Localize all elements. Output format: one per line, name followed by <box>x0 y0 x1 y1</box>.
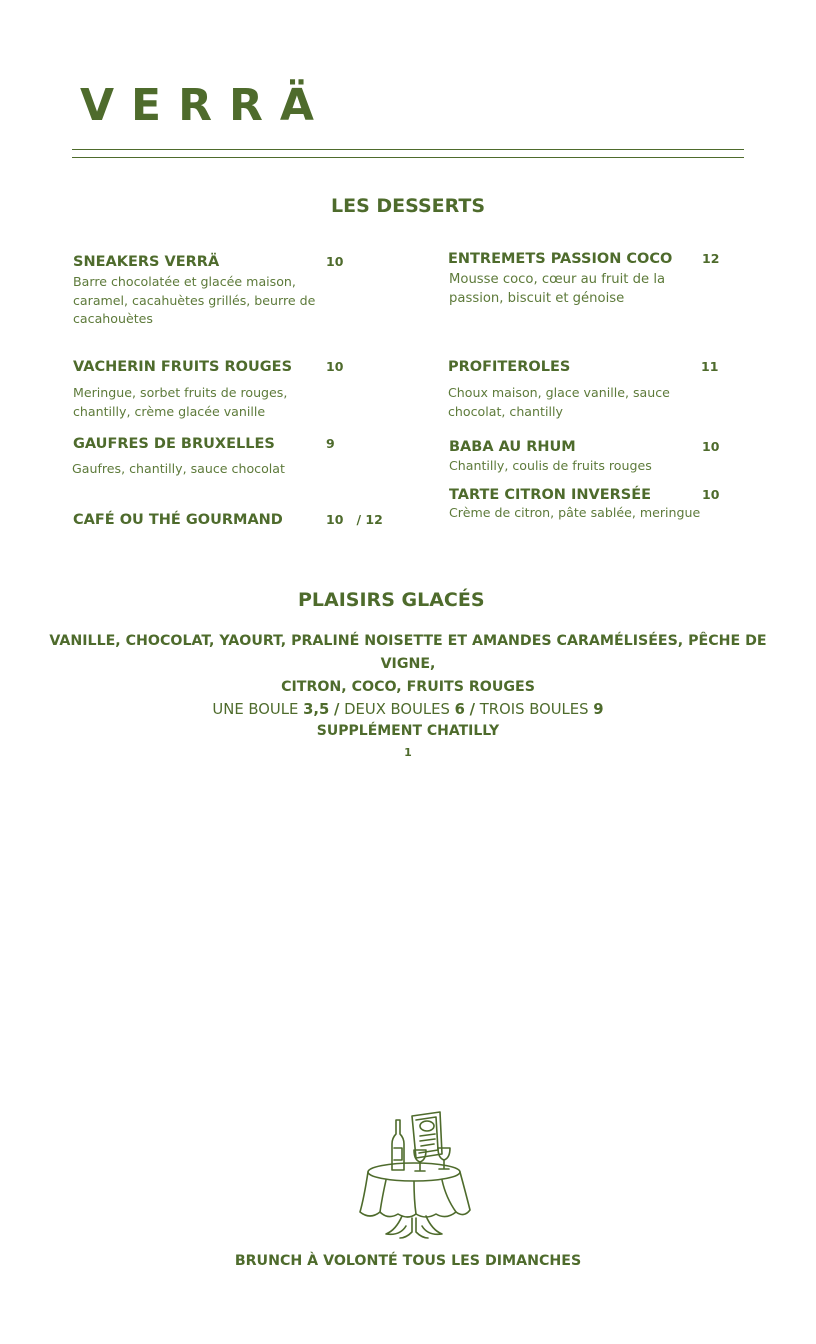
description-line: Mousse coco, cœur au fruit de la <box>449 272 666 287</box>
separator: / <box>334 701 340 718</box>
dessert-price: 10 <box>326 359 344 374</box>
dessert-price: 10 <box>702 439 720 454</box>
dessert-description <box>449 271 665 308</box>
dessert-name: TARTE CITRON INVERSÉE <box>449 487 652 503</box>
separator: / <box>469 701 476 718</box>
scoop-pricing <box>0 700 816 720</box>
desserts-title: LES DESSERTS <box>331 195 486 217</box>
description-line: Crème de citron, pâte sablée, meringue <box>449 505 701 520</box>
dessert-name: CAFÉ OU THÉ GOURMAND <box>73 512 283 528</box>
header-rule-top <box>72 149 744 150</box>
brunch-footer: BRUNCH À VOLONTÉ TOUS LES DIMANCHES <box>234 1253 582 1269</box>
description-line: Gaufres, chantilly, sauce chocolat <box>72 461 285 476</box>
one-scoop-label: UNE BOULE <box>212 701 299 718</box>
three-scoops-price: 9 <box>593 701 604 718</box>
table-with-wine-and-menu-icon <box>356 1108 476 1248</box>
header-rule-bottom <box>72 157 744 158</box>
dessert-price: 10 / 12 <box>326 512 383 527</box>
dessert-price: 12 <box>702 251 720 266</box>
dessert-name: GAUFRES DE BRUXELLES <box>73 436 275 452</box>
dessert-price: 11 <box>701 359 719 374</box>
dessert-description <box>73 384 287 421</box>
description-line: Chantilly, coulis de fruits rouges <box>449 458 652 473</box>
dessert-description <box>449 457 652 476</box>
description-line: Choux maison, glace vanille, sauce <box>448 385 670 400</box>
dessert-name: SNEAKERS VERRÄ <box>73 254 220 270</box>
dessert-description <box>72 460 285 479</box>
dessert-name: PROFITEROLES <box>448 359 571 375</box>
description-line: chocolat, chantilly <box>448 403 563 419</box>
description-line: Meringue, sorbet fruits de rouges, <box>73 385 288 400</box>
two-scoops-label: DEUX BOULES <box>344 701 450 718</box>
dessert-price: 9 <box>326 436 335 451</box>
supplement-price: 1 <box>404 746 412 759</box>
brand-logo: VERRÄ <box>80 80 331 131</box>
one-scoop-price: 3,5 <box>303 701 330 718</box>
two-scoops-price: 6 <box>454 701 465 718</box>
ice-cream-title: PLAISIRS GLACÉS <box>298 589 485 611</box>
description-line: caramel, cacahuètes grillés, beurre de <box>73 292 316 308</box>
supplement-label: SUPPLÉMENT CHATILLY <box>316 723 500 739</box>
dessert-description <box>73 273 315 329</box>
description-line: Barre chocolatée et glacée maison, <box>73 274 296 289</box>
description-line: chantilly, crème glacée vanille <box>73 403 266 419</box>
dessert-description <box>449 504 700 523</box>
flavors-line: CITRON, COCO, FRUITS ROUGES <box>281 679 535 695</box>
dessert-name: ENTREMETS PASSION COCO <box>448 251 673 267</box>
description-line: passion, biscuit et génoise <box>449 290 625 306</box>
dessert-name: VACHERIN FRUITS ROUGES <box>73 359 293 375</box>
description-line: cacahouètes <box>73 311 153 326</box>
dessert-description <box>448 384 670 421</box>
dessert-price: 10 <box>326 254 344 269</box>
ice-cream-flavors <box>30 630 786 699</box>
three-scoops-label: TROIS BOULES <box>479 701 589 718</box>
dessert-price: 10 <box>702 487 720 502</box>
flavors-line: VANILLE, CHOCOLAT, YAOURT, PRALINÉ NOISETTE ET AMANDES CARAMÉLISÉES, PÊCHE DE VIGNE, <box>49 633 767 672</box>
dessert-name: BABA AU RHUM <box>449 439 576 455</box>
